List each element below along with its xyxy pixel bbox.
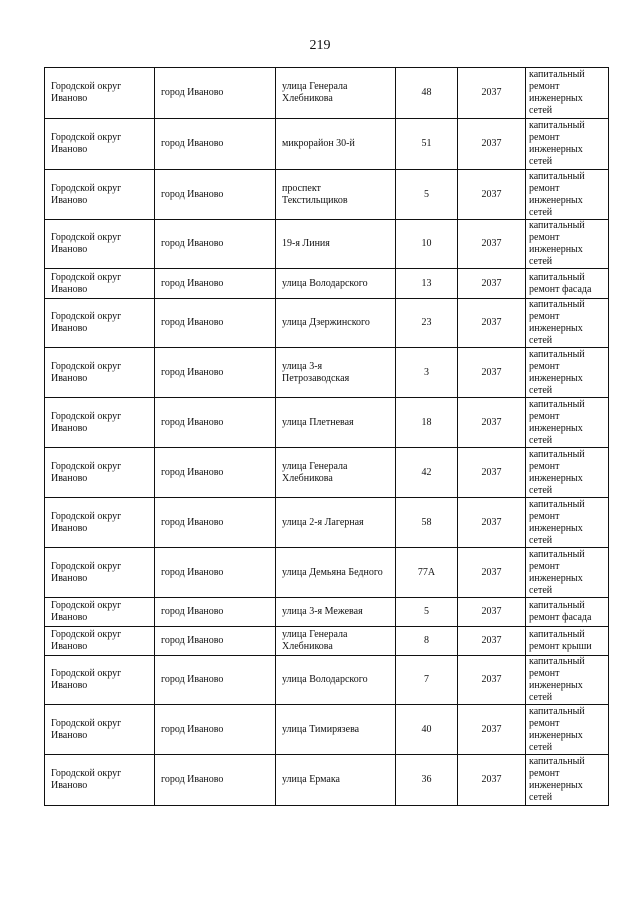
year-cell: 2037 xyxy=(458,498,526,548)
year-cell: 2037 xyxy=(458,627,526,656)
table-row xyxy=(45,656,609,705)
table-body xyxy=(45,68,609,806)
work-cell: капитальный ремонт фасада xyxy=(526,269,609,299)
house-cell: 13 xyxy=(396,269,458,299)
house-cell: 23 xyxy=(396,299,458,348)
street-cell: проспект Текстильщиков xyxy=(276,170,396,220)
work-cell: капитальный ремонт инженерных сетей xyxy=(526,348,609,398)
district-cell: Городской округ Иваново xyxy=(45,348,155,398)
house-cell: 48 xyxy=(396,68,458,119)
house-cell: 7 xyxy=(396,656,458,705)
city-cell: город Иваново xyxy=(155,627,276,656)
work-cell: капитальный ремонт инженерных сетей xyxy=(526,299,609,348)
district-cell: Городской округ Иваново xyxy=(45,68,155,119)
street-cell: улица Тимирязева xyxy=(276,705,396,755)
year-cell: 2037 xyxy=(458,299,526,348)
street-cell: улица Генерала Хлебникова xyxy=(276,68,396,119)
city-cell: город Иваново xyxy=(155,299,276,348)
table-row xyxy=(45,119,609,170)
year-cell: 2037 xyxy=(458,705,526,755)
table-row xyxy=(45,348,609,398)
house-cell: 40 xyxy=(396,705,458,755)
work-cell: капитальный ремонт инженерных сетей xyxy=(526,656,609,705)
house-cell: 36 xyxy=(396,755,458,806)
city-cell: город Иваново xyxy=(155,269,276,299)
district-cell: Городской округ Иваново xyxy=(45,448,155,498)
year-cell: 2037 xyxy=(458,448,526,498)
work-cell: капитальный ремонт инженерных сетей xyxy=(526,119,609,170)
table-row xyxy=(45,705,609,755)
table-row xyxy=(45,548,609,598)
year-cell: 2037 xyxy=(458,269,526,299)
street-cell: улица Володарского xyxy=(276,656,396,705)
street-cell: 19-я Линия xyxy=(276,220,396,269)
work-cell: капитальный ремонт инженерных сетей xyxy=(526,448,609,498)
work-cell: капитальный ремонт инженерных сетей xyxy=(526,548,609,598)
city-cell: город Иваново xyxy=(155,656,276,705)
district-cell: Городской округ Иваново xyxy=(45,269,155,299)
street-cell: улица 3-я Межевая xyxy=(276,598,396,627)
year-cell: 2037 xyxy=(458,398,526,448)
city-cell: город Иваново xyxy=(155,220,276,269)
house-cell: 5 xyxy=(396,170,458,220)
year-cell: 2037 xyxy=(458,548,526,598)
repair-schedule-table xyxy=(44,67,609,806)
district-cell: Городской округ Иваново xyxy=(45,755,155,806)
city-cell: город Иваново xyxy=(155,498,276,548)
table-row xyxy=(45,220,609,269)
table-row xyxy=(45,755,609,806)
district-cell: Городской округ Иваново xyxy=(45,705,155,755)
year-cell: 2037 xyxy=(458,598,526,627)
work-cell: капитальный ремонт инженерных сетей xyxy=(526,705,609,755)
work-cell: капитальный ремонт крыши xyxy=(526,627,609,656)
city-cell: город Иваново xyxy=(155,348,276,398)
year-cell: 2037 xyxy=(458,220,526,269)
street-cell: улица Володарского xyxy=(276,269,396,299)
city-cell: город Иваново xyxy=(155,398,276,448)
house-cell: 58 xyxy=(396,498,458,548)
work-cell: капитальный ремонт инженерных сетей xyxy=(526,398,609,448)
house-cell: 3 xyxy=(396,348,458,398)
district-cell: Городской округ Иваново xyxy=(45,398,155,448)
city-cell: город Иваново xyxy=(155,705,276,755)
city-cell: город Иваново xyxy=(155,68,276,119)
city-cell: город Иваново xyxy=(155,170,276,220)
street-cell: улица Демьяна Бедного xyxy=(276,548,396,598)
district-cell: Городской округ Иваново xyxy=(45,656,155,705)
street-cell: улица Дзержинского xyxy=(276,299,396,348)
work-cell: капитальный ремонт фасада xyxy=(526,598,609,627)
house-cell: 51 xyxy=(396,119,458,170)
district-cell: Городской округ Иваново xyxy=(45,498,155,548)
year-cell: 2037 xyxy=(458,755,526,806)
work-cell: капитальный ремонт инженерных сетей xyxy=(526,68,609,119)
work-cell: капитальный ремонт инженерных сетей xyxy=(526,220,609,269)
city-cell: город Иваново xyxy=(155,119,276,170)
street-cell: улица Плетневая xyxy=(276,398,396,448)
table-row xyxy=(45,598,609,627)
house-cell: 18 xyxy=(396,398,458,448)
district-cell: Городской округ Иваново xyxy=(45,598,155,627)
table-row xyxy=(45,170,609,220)
house-cell: 5 xyxy=(396,598,458,627)
district-cell: Городской округ Иваново xyxy=(45,548,155,598)
table-row xyxy=(45,269,609,299)
district-cell: Городской округ Иваново xyxy=(45,220,155,269)
district-cell: Городской округ Иваново xyxy=(45,119,155,170)
district-cell: Городской округ Иваново xyxy=(45,299,155,348)
table-row xyxy=(45,299,609,348)
work-cell: капитальный ремонт инженерных сетей xyxy=(526,170,609,220)
street-cell: улица Генерала Хлебникова xyxy=(276,627,396,656)
page-number: 219 xyxy=(309,38,331,53)
city-cell: город Иваново xyxy=(155,755,276,806)
district-cell: Городской округ Иваново xyxy=(45,170,155,220)
year-cell: 2037 xyxy=(458,119,526,170)
house-cell: 10 xyxy=(396,220,458,269)
city-cell: город Иваново xyxy=(155,548,276,598)
city-cell: город Иваново xyxy=(155,448,276,498)
house-cell: 42 xyxy=(396,448,458,498)
year-cell: 2037 xyxy=(458,68,526,119)
house-cell: 8 xyxy=(396,627,458,656)
year-cell: 2037 xyxy=(458,348,526,398)
city-cell: город Иваново xyxy=(155,598,276,627)
work-cell: капитальный ремонт инженерных сетей xyxy=(526,498,609,548)
table-row xyxy=(45,448,609,498)
year-cell: 2037 xyxy=(458,170,526,220)
district-cell: Городской округ Иваново xyxy=(45,627,155,656)
table-row xyxy=(45,68,609,119)
street-cell: улица Генерала Хлебникова xyxy=(276,448,396,498)
street-cell: улица Ермака xyxy=(276,755,396,806)
table-row xyxy=(45,498,609,548)
house-cell: 77А xyxy=(396,548,458,598)
work-cell: капитальный ремонт инженерных сетей xyxy=(526,755,609,806)
table-row xyxy=(45,627,609,656)
street-cell: микрорайон 30-й xyxy=(276,119,396,170)
street-cell: улица 3-я Петрозаводская xyxy=(276,348,396,398)
year-cell: 2037 xyxy=(458,656,526,705)
street-cell: улица 2-я Лагерная xyxy=(276,498,396,548)
table-row xyxy=(45,398,609,448)
